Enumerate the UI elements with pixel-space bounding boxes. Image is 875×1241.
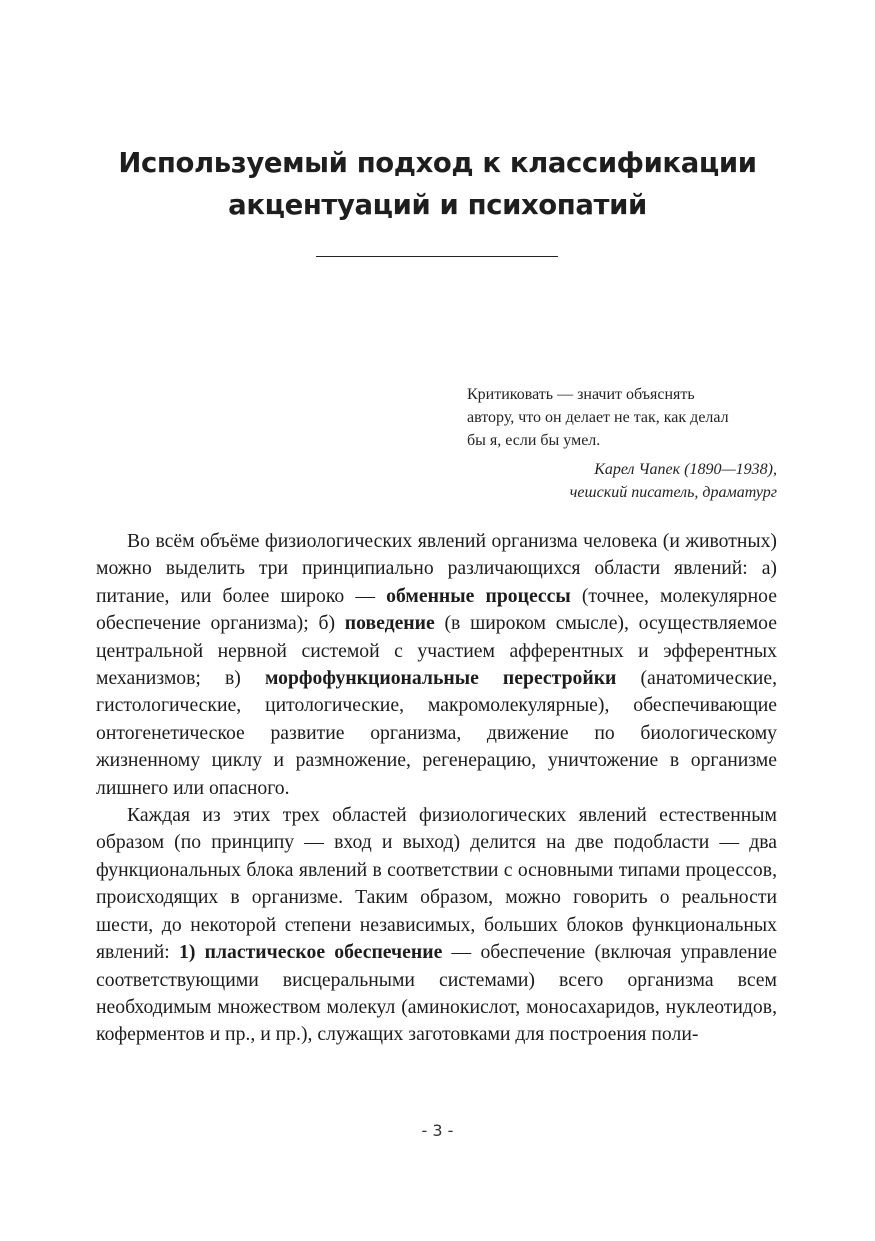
text-segment: (в широком смысле), осуществляемое центральной нервной системой с участием афферентных и эфферентных механизмов; в): [96, 612, 777, 690]
epigraph-quote-line: бы я, если бы умел.: [467, 432, 601, 449]
epigraph-quote-line: Критиковать — значит объяснять: [467, 386, 695, 403]
epigraph-author: Карел Чапек (1890—1938),: [594, 461, 777, 478]
bold-term: 1) пластическое обеспечение: [178, 941, 443, 964]
epigraph-author-description: чешский писатель, драматург: [569, 484, 777, 501]
text-segment: — обеспечение (включая управление соответствующими висцеральными системами) всего организма всем необходимым множеством молекул (аминокислот, моносахаридов, нуклеотидов, коферментов и пр., и пр.), служащих заготовками для построения поли-: [96, 941, 777, 1046]
text-segment: (точнее, молекулярное обеспечение организма); б): [96, 584, 777, 635]
page-number: - 3 -: [421, 1121, 454, 1140]
bold-term: поведение: [344, 612, 435, 635]
epigraph-quote: [467, 383, 777, 452]
epigraph-attribution: [467, 458, 777, 504]
text-segment: Каждая из этих трех областей физиологических явлений естественным образом (по принципу — вход и выход) делится на две подобласти — два функциональных блока явлений в соответствии с основными типами процессов, происходящих в организме. Таким образом, можно говорить о реальности шести, до некоторой степени независимых, больших блоков функциональных явлений:: [96, 804, 777, 964]
text-segment: (анатомические, гистологические, цитологические, макромолекулярные), обеспечивающие онтогенетическое развитие организма, движение по биологическому жизненному циклу и размножение, регенерацию, уничтожение в организме лишнего или опасного.: [96, 667, 777, 799]
chapter-title-line-2: акцентуаций и психопатий: [228, 189, 647, 221]
main-text: [96, 528, 777, 1049]
paragraph-1: [96, 528, 777, 802]
text-segment: Во всём объёме физиологических явлений организма человека (и животных) можно выделить три принципиально различающихся области явлений: а) питание, или более широко —: [96, 530, 777, 607]
paragraph-2: [96, 802, 777, 1049]
bold-term: обменные процессы: [386, 584, 571, 607]
bold-term: морфофункциональные перестройки: [264, 667, 617, 690]
epigraph: [467, 383, 777, 504]
title-underline-rule: [316, 256, 558, 257]
epigraph-quote-line: автору, что он делает не так, как делал: [467, 409, 729, 426]
chapter-title: [60, 142, 815, 226]
chapter-title-line-1: Используемый подход к классификации: [118, 147, 757, 179]
